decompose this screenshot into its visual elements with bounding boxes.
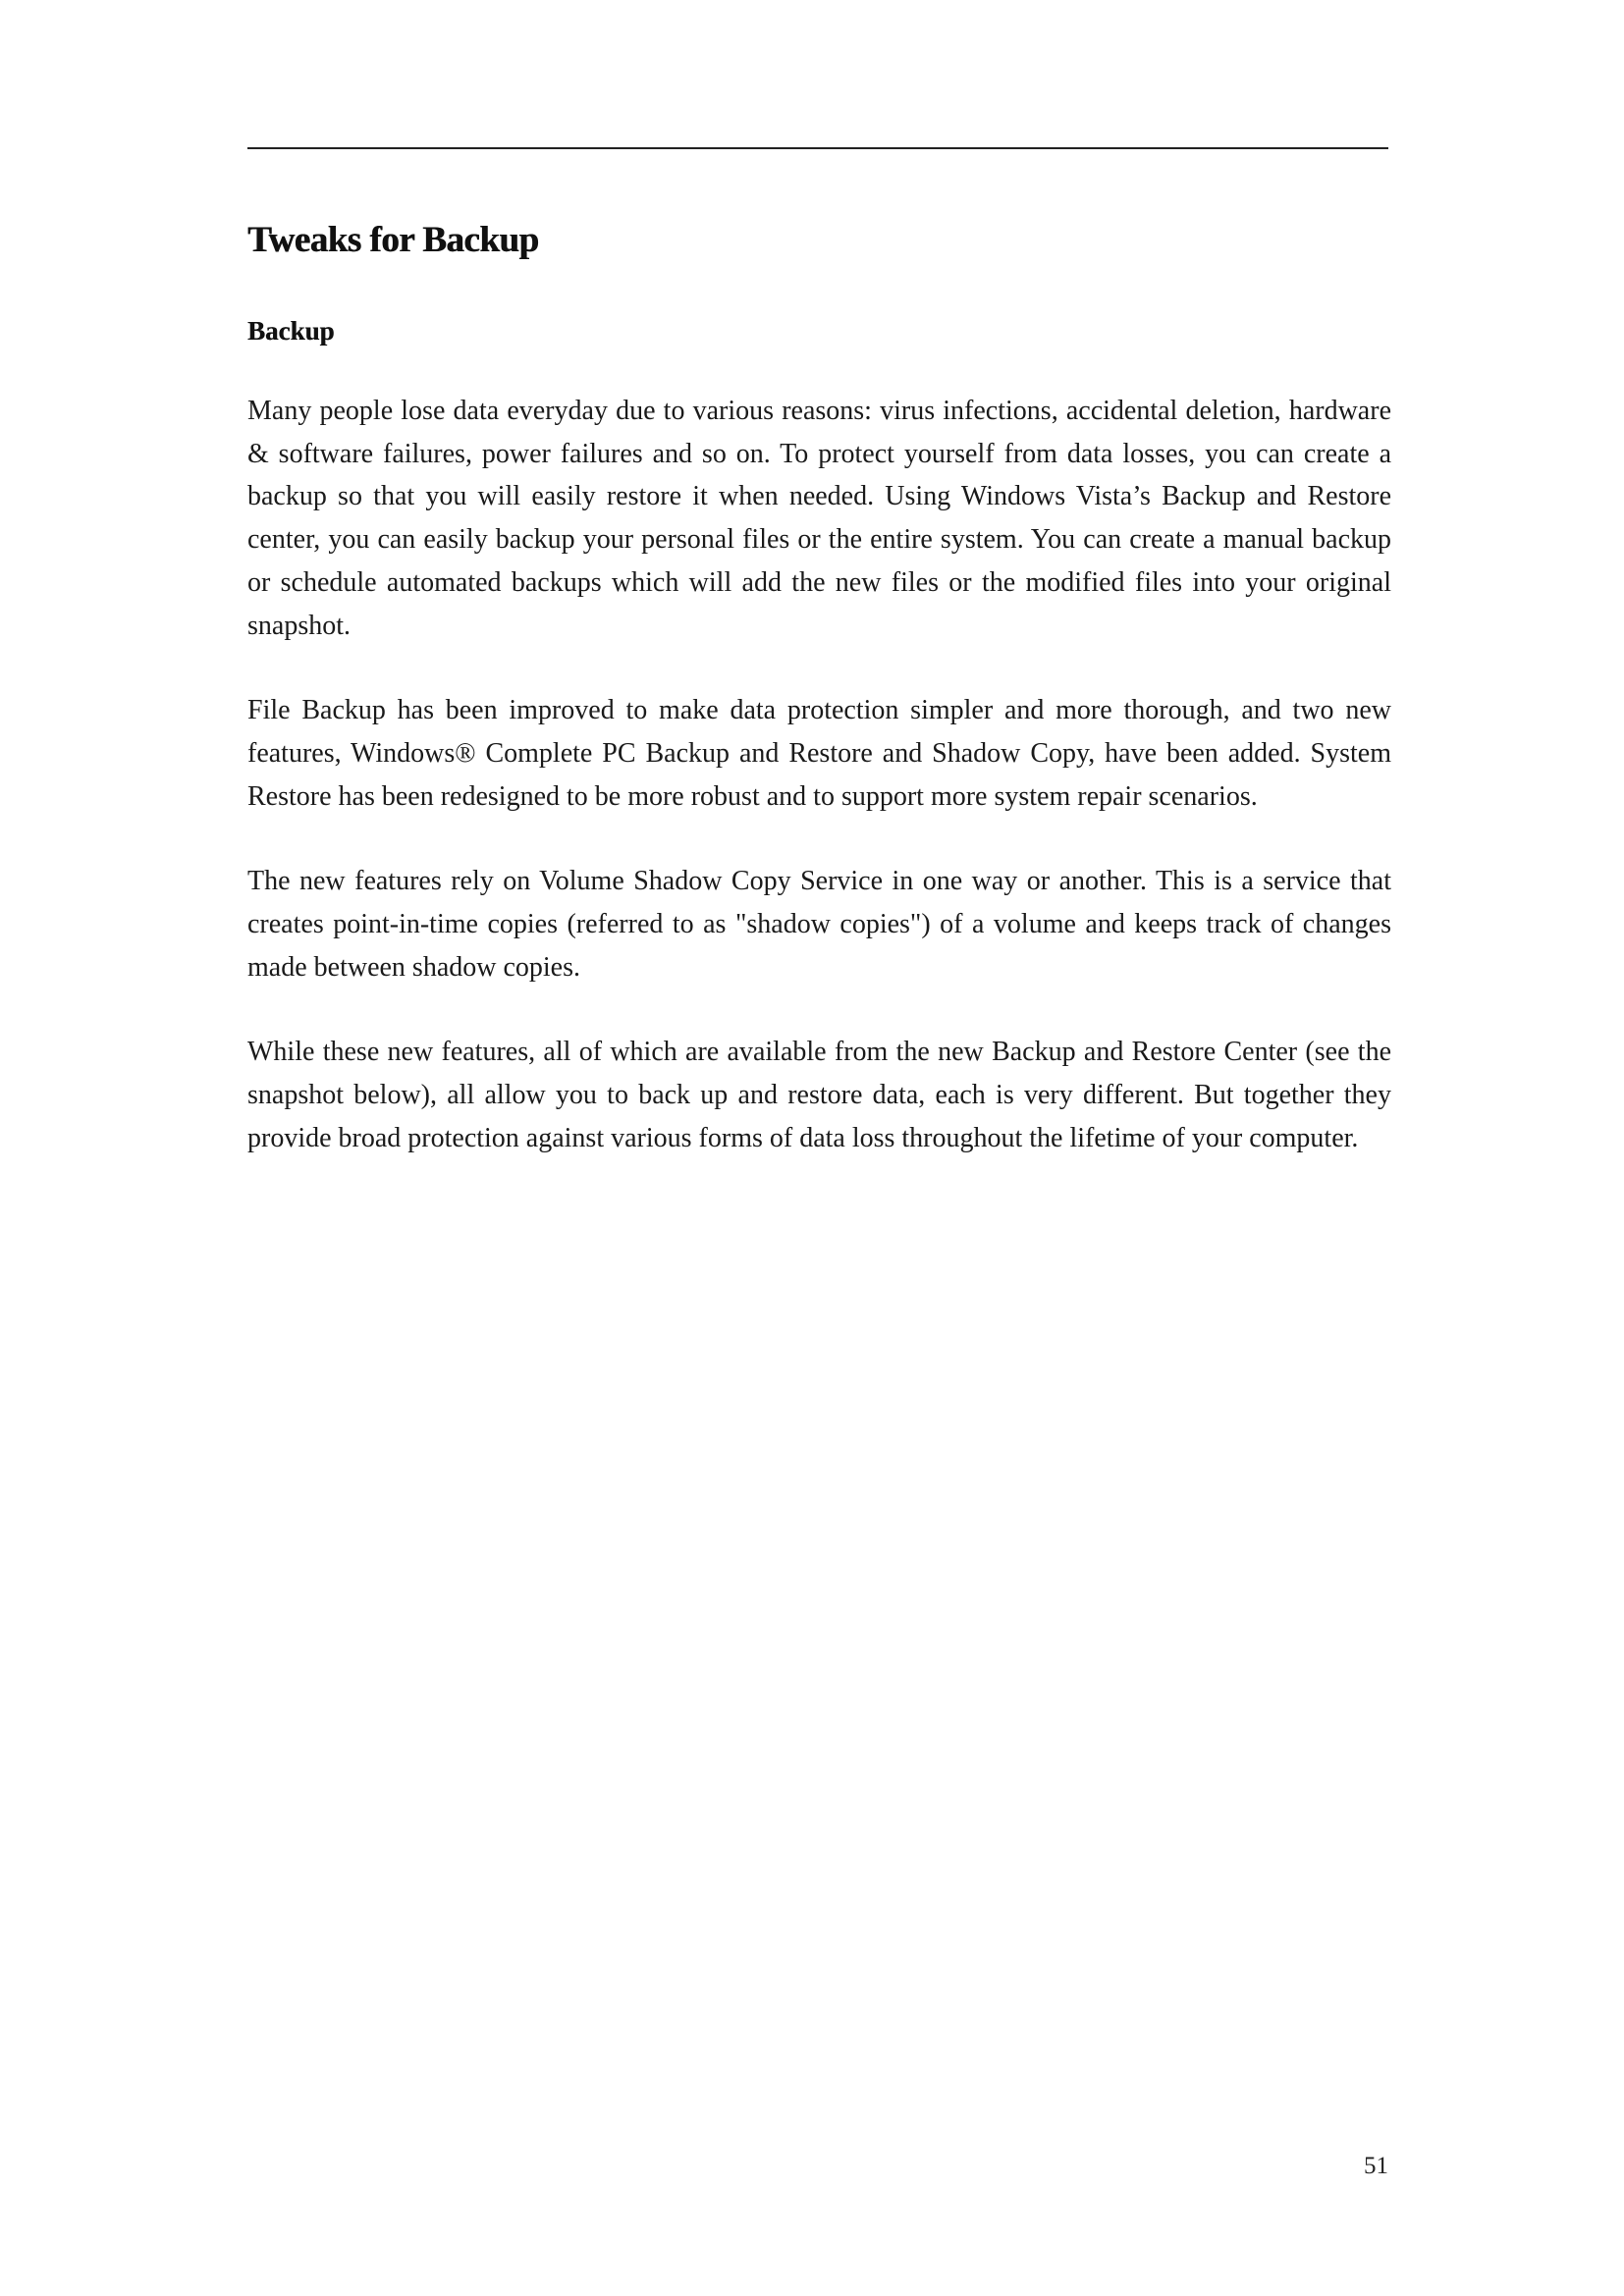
header-rule [247, 147, 1388, 149]
paragraph-file-backup: File Backup has been improved to make data protection simpler and more thorough, and two new features, Windows® Complete PC Backup and Restore and Shadow Copy, have been added. System Restore has been redesigned to be more robust and to support more system repair scenarios. [247, 695, 1391, 812]
paragraph-shadow-copy-service: The new features rely on Volume Shadow Copy Service in one way or another. This is a service that creates point-in-time copies (referred to as "shadow copies") of a volume and keeps track of changes made between shadow copies. [247, 866, 1391, 983]
page-content [247, 211, 1391, 1160]
page-number: 51 [1364, 2153, 1388, 2179]
section-heading: Backup [247, 316, 335, 346]
paragraph-backup-restore-center: While these new features, all of which are available from the new Backup and Restore Center (see the snapshot below), all allow you to back up and restore data, each is very different. But together they provide broad protection against various forms of data loss throughout the lifetime of your computer. [247, 1037, 1391, 1153]
paragraph-data-loss: Many people lose data everyday due to various reasons: virus infections, accidental deletion, hardware & software failures, power failures and so on. To protect yourself from data losses, you can create a backup so that you will easily restore it when needed. Using Windows Vista’s Backup and Restore center, you can easily backup your personal files or the entire system. You can create a manual backup or schedule automated backups which will add the new files or the modified files into your original snapshot. [247, 396, 1391, 641]
chapter-title: Tweaks for Backup [247, 220, 539, 260]
